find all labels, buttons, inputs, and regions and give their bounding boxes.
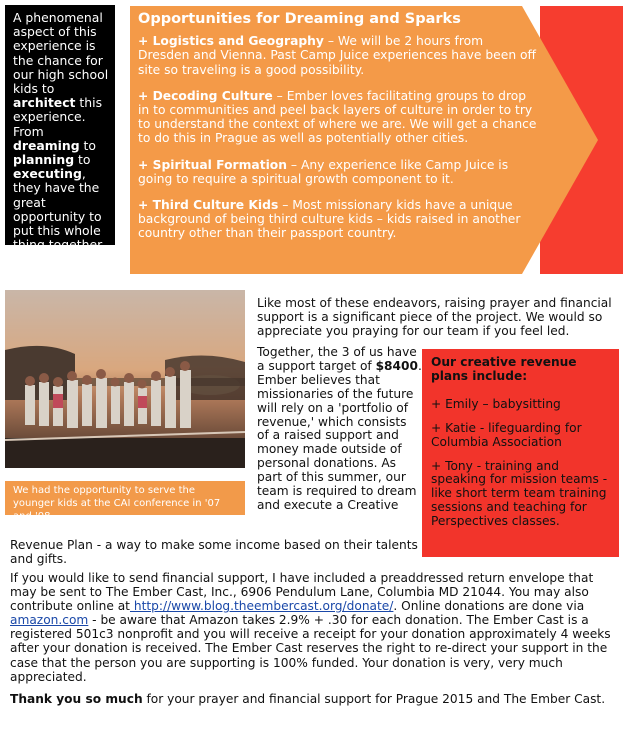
intro-box — [5, 5, 115, 253]
intro-bold-dreaming: dreaming — [13, 137, 80, 153]
opportunity-label: + Decoding Culture — [138, 88, 273, 103]
opportunity-label: + Third Culture Kids — [138, 198, 279, 213]
opportunity-item — [138, 89, 538, 146]
opportunity-text: – Most missionary kids have a unique background of being third culture kids – kids raised in another country other than their passport country. — [138, 198, 521, 241]
support-text: . Ember believes that missionaries of the future will rely on a 'portfolio of revenue,' which consists of a raised support and money made outside of personal donations. As part of this summer, our team is required to dream and execute a Creative — [257, 358, 422, 512]
intro-text: A phenomenal aspect of this experience is the chance for our high school kids to — [13, 10, 109, 97]
support-paragraph: Like most of these endeavors, raising prayer and financial support is a significant piece of the project. We would so appreciate you praying for our team if you feel led. — [257, 296, 612, 338]
opportunity-text: – Ember loves facilitating groups to drop in to communities and peel back layers of culture in order to try to understand the context of where we are. We will get a chance to do this in Prague as well as potentially other cities. — [138, 88, 537, 146]
thank-you-text: for your prayer and financial support for Prague 2015 and The Ember Cast. — [142, 692, 606, 706]
donation-paragraph — [10, 571, 616, 684]
intro-bold-executing: executing — [13, 166, 82, 182]
opportunity-item — [138, 198, 538, 241]
revenue-item: + Tony - training and speaking for mission teams - like short term team training sessions and teaching for Perspectives classes. — [431, 458, 608, 529]
opportunity-text: – Any experience like Camp Juice is going to require a spiritual growth component to it. — [138, 157, 509, 186]
donation-text: If you would like to send financial support, I have included a preaddressed return envelope that may be sent to The Ember Cast, Inc., 6906 Pendulum Lane, Columbia MD 21044. You may also contribute online at — [10, 571, 594, 614]
intro-bold-planning: planning — [13, 152, 75, 168]
thank-you-bold: Thank you so much — [10, 692, 143, 706]
support-amount: $8400 — [375, 358, 418, 373]
intro-text: , they have the great opportunity to put this whole thing together. — [13, 166, 105, 253]
thank-you-line — [10, 692, 616, 706]
group-photo — [5, 290, 245, 468]
opportunities-title: Opportunities for Dreaming and Sparks — [138, 11, 461, 27]
revenue-plans-box — [422, 349, 619, 557]
revenue-item: + Katie - lifeguarding for Columbia Association — [431, 420, 582, 449]
revenue-plan-paragraph: Revenue Plan - a way to make some income based on their talents and gifts. — [10, 538, 418, 566]
donation-text: - be aware that Amazon takes 2.9% + .30 for each donation. The Ember Cast is a registered 501c3 nonprofit and you will receive a receipt for your donation approximately 4 weeks after your donation is received. The Ember Cast reserves the right to re-direct your support in the case that the person you are supporting is 100% funded. Your donation is very, very much appreciated. — [10, 613, 611, 684]
revenue-title: Our creative revenue plans include: — [431, 355, 577, 383]
opportunity-item — [138, 158, 538, 186]
amazon-link[interactable]: amazon.com — [10, 613, 89, 628]
intro-text: this experience. From — [13, 95, 103, 139]
photo-caption: We had the opportunity to serve the younger kids at the CAI conference in '07 and '08. — [5, 481, 245, 515]
support-text: Together, the 3 of us have a support target of — [257, 345, 417, 373]
opportunity-item — [138, 34, 538, 77]
intro-text: to — [79, 137, 96, 153]
intro-bold-architect: architect — [13, 95, 76, 111]
opportunity-text: – We will be 2 hours from Dresden and Vienna. Past Camp Juice experiences have been off site so traveling is a good possibility. — [138, 34, 537, 77]
opportunity-label: + Logistics and Geography — [138, 34, 324, 49]
intro-text: to — [74, 152, 91, 168]
support-target-paragraph — [257, 346, 422, 513]
opportunities-panel — [130, 6, 623, 274]
revenue-item: + Emily – babysitting — [431, 396, 561, 411]
opportunity-label: + Spiritual Formation — [138, 157, 287, 172]
donate-link[interactable]: http://www.blog.theembercast.org/donate/ — [129, 599, 394, 614]
donation-text: . Online donations are done via — [393, 599, 585, 614]
